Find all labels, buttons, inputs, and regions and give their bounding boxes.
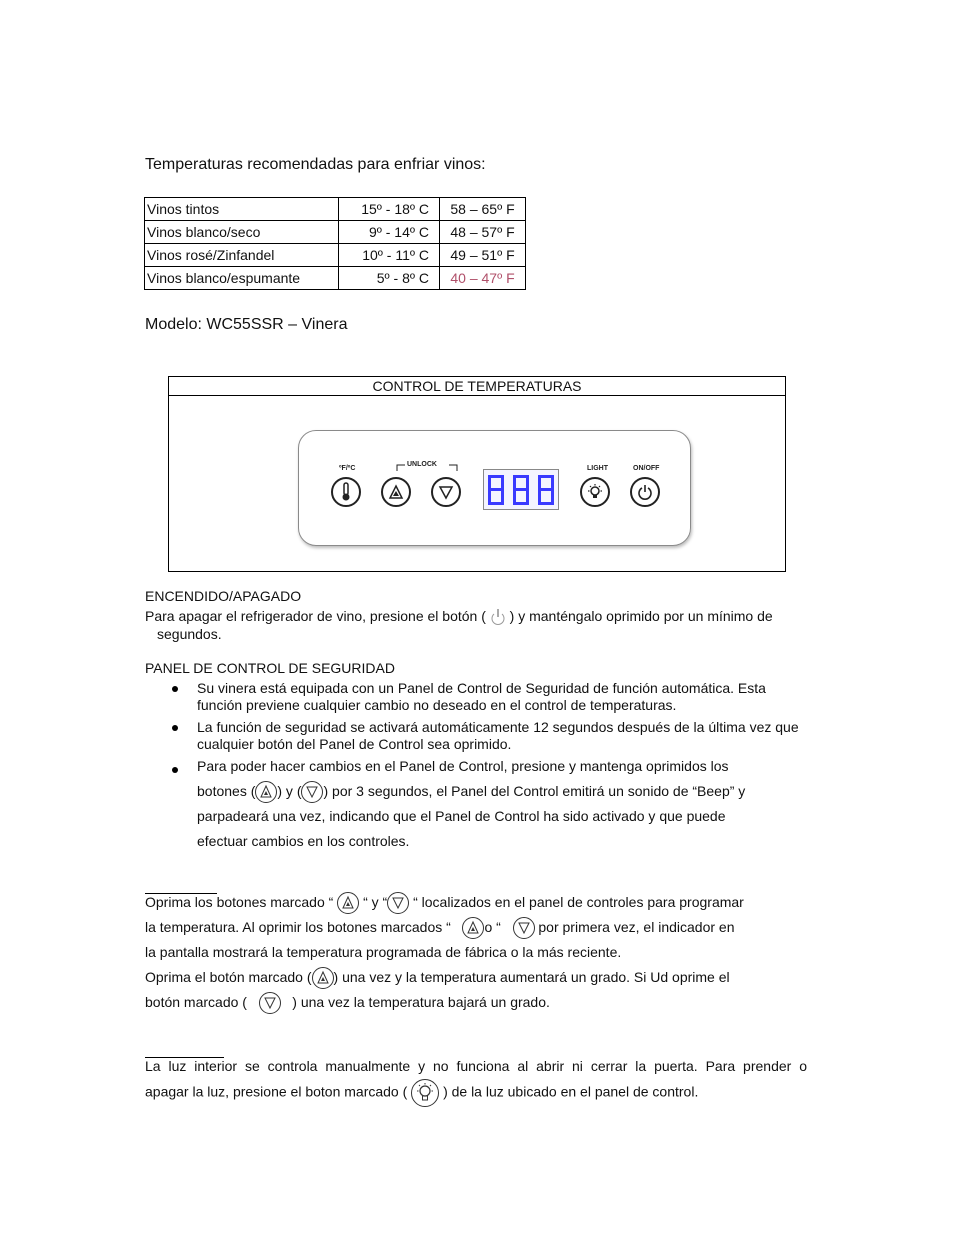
power-line-2: segundos. <box>157 626 222 642</box>
bullet-dot <box>172 767 178 773</box>
text-fragment: apagar la luz, presione el boton marcado ( <box>145 1083 408 1100</box>
celsius-range: 9º - 14º C <box>339 221 440 244</box>
light-instructions <box>145 1054 807 1107</box>
light-bulb-icon <box>411 1079 439 1107</box>
table-row <box>145 267 526 290</box>
power-line-1 <box>145 608 773 626</box>
triangle-up-icon <box>388 484 404 500</box>
unlock-label: UNLOCK <box>407 461 437 468</box>
wine-type: Vinos rosé/Zinfandel <box>145 244 339 267</box>
light-label: LIGHT <box>587 465 608 472</box>
text-fragment: ) una vez y la temperatura aumentará un grado. Si Ud oprime el <box>333 969 730 985</box>
text-line <box>145 1079 807 1107</box>
text-line <box>145 890 810 915</box>
fahrenheit-range: 40 – 47º F <box>440 267 526 290</box>
power-icon <box>637 484 653 500</box>
text-fragment: “ localizados en el panel de controles para programar <box>413 894 744 910</box>
text-fragment: la temperatura. Al oprimir los botones marcados “ <box>145 919 451 935</box>
text-fragment: Oprima los botones marcado “ <box>145 894 334 910</box>
text-fragment: Oprima el botón marcado ( <box>145 969 312 985</box>
power-section-title: ENCENDIDO/APAGADO <box>145 588 302 604</box>
table-row <box>145 221 526 244</box>
up-button[interactable] <box>381 477 411 507</box>
celsius-range: 15º - 18º C <box>339 198 440 221</box>
power-icon <box>490 608 506 626</box>
text-line <box>145 990 810 1015</box>
text-fragment: ) de la luz ubicado en el panel de control. <box>443 1083 699 1100</box>
security-bullet-list <box>160 680 810 854</box>
triangle-down-icon <box>387 892 409 914</box>
text-line <box>145 965 810 990</box>
wine-type: Vinos blanco/seco <box>145 221 339 244</box>
text-fragment: Para apagar el refrigerador de vino, presione el botón ( <box>145 608 486 624</box>
triangle-up-icon <box>337 892 359 914</box>
text-fragment: botón marcado ( <box>145 994 247 1010</box>
celsius-range: 10º - 11º C <box>339 244 440 267</box>
text-fragment: por primera vez, el indicador en <box>538 919 735 935</box>
wine-temperature-table <box>144 197 526 290</box>
panel-title: CONTROL DE TEMPERATURAS <box>169 377 785 396</box>
bullet-dot <box>172 686 178 692</box>
page-heading: Temperaturas recomendadas para enfriar vinos: <box>145 156 486 173</box>
security-section-title: PANEL DE CONTROL DE SEGURIDAD <box>145 660 395 676</box>
triangle-down-icon <box>438 484 454 500</box>
thermometer-button[interactable] <box>331 477 361 507</box>
list-item <box>160 758 810 854</box>
list-item <box>160 719 810 753</box>
fahrenheit-range: 58 – 65º F <box>440 198 526 221</box>
triangle-down-icon <box>301 781 323 803</box>
fahrenheit-range: 49 – 51º F <box>440 244 526 267</box>
light-bulb-icon <box>586 483 604 501</box>
bullet-text-line <box>197 779 810 804</box>
triangle-down-icon <box>513 917 535 939</box>
text-fragment: botones ( <box>197 783 256 799</box>
bullet-text: Para poder hacer cambios en el Panel de Control, presione y mantenga oprimidos los <box>197 758 729 774</box>
triangle-up-icon <box>462 917 484 939</box>
table-row <box>145 198 526 221</box>
text-fragment: ) y manténgalo oprimido por un mínimo de <box>509 608 773 624</box>
power-button[interactable] <box>630 477 660 507</box>
temperature-display <box>483 469 559 510</box>
onoff-label: ON/OFF <box>633 465 660 472</box>
control-panel <box>298 430 691 546</box>
control-panel-figure <box>168 376 786 572</box>
text-fragment: o “ <box>484 919 501 935</box>
text-fragment: ) y ( <box>277 783 302 799</box>
bullet-text: Su vinera está equipada con un Panel de Control de Seguridad de función automática. Esta función previene cualquier cambio no deseado en el control de temperaturas. <box>197 680 766 713</box>
bullet-text: parpadeará una vez, indicando que el Panel de Control ha sido activado y que puede <box>197 808 726 824</box>
triangle-up-icon <box>312 967 334 989</box>
text-fragment: ) por 3 segundos, el Panel del Control emitirá un sonido de “Beep” y <box>323 783 746 799</box>
display-digit <box>513 475 529 505</box>
down-button[interactable] <box>431 477 461 507</box>
temperature-instructions <box>145 890 810 1015</box>
text-line <box>145 915 810 940</box>
text-fragment: ) una vez la temperatura bajará un grado. <box>292 994 550 1010</box>
text-line: La luz interior se controla manualmente y no funciona al abrir ni cerrar la puerta. Para prender o <box>145 1058 807 1074</box>
display-digit <box>488 475 504 505</box>
celsius-range: 5º - 8º C <box>339 267 440 290</box>
list-item <box>160 680 810 714</box>
light-button[interactable] <box>580 477 610 507</box>
text-fragment: “ y “ <box>363 894 388 910</box>
wine-type: Vinos blanco/espumante <box>145 267 339 290</box>
wine-type: Vinos tintos <box>145 198 339 221</box>
triangle-down-icon <box>259 992 281 1014</box>
bullet-text: La función de seguridad se activará automáticamente 12 segundos después de la última vez que cualquier botón del Panel de Control sea oprimido. <box>197 719 799 752</box>
text-line: la pantalla mostrará la temperatura programada de fábrica o la más reciente. <box>145 944 622 960</box>
bullet-dot <box>172 725 178 731</box>
triangle-up-icon <box>255 781 277 803</box>
unlock-bracket <box>395 462 459 472</box>
table-row <box>145 244 526 267</box>
thermometer-icon <box>338 482 354 502</box>
fahrenheit-range: 48 – 57º F <box>440 221 526 244</box>
unit-label: ºF/ºC <box>339 465 356 472</box>
display-digit <box>538 475 554 505</box>
model-title: Modelo: WC55SSR – Vinera <box>145 316 348 333</box>
bullet-text: efectuar cambios en los controles. <box>197 833 410 849</box>
